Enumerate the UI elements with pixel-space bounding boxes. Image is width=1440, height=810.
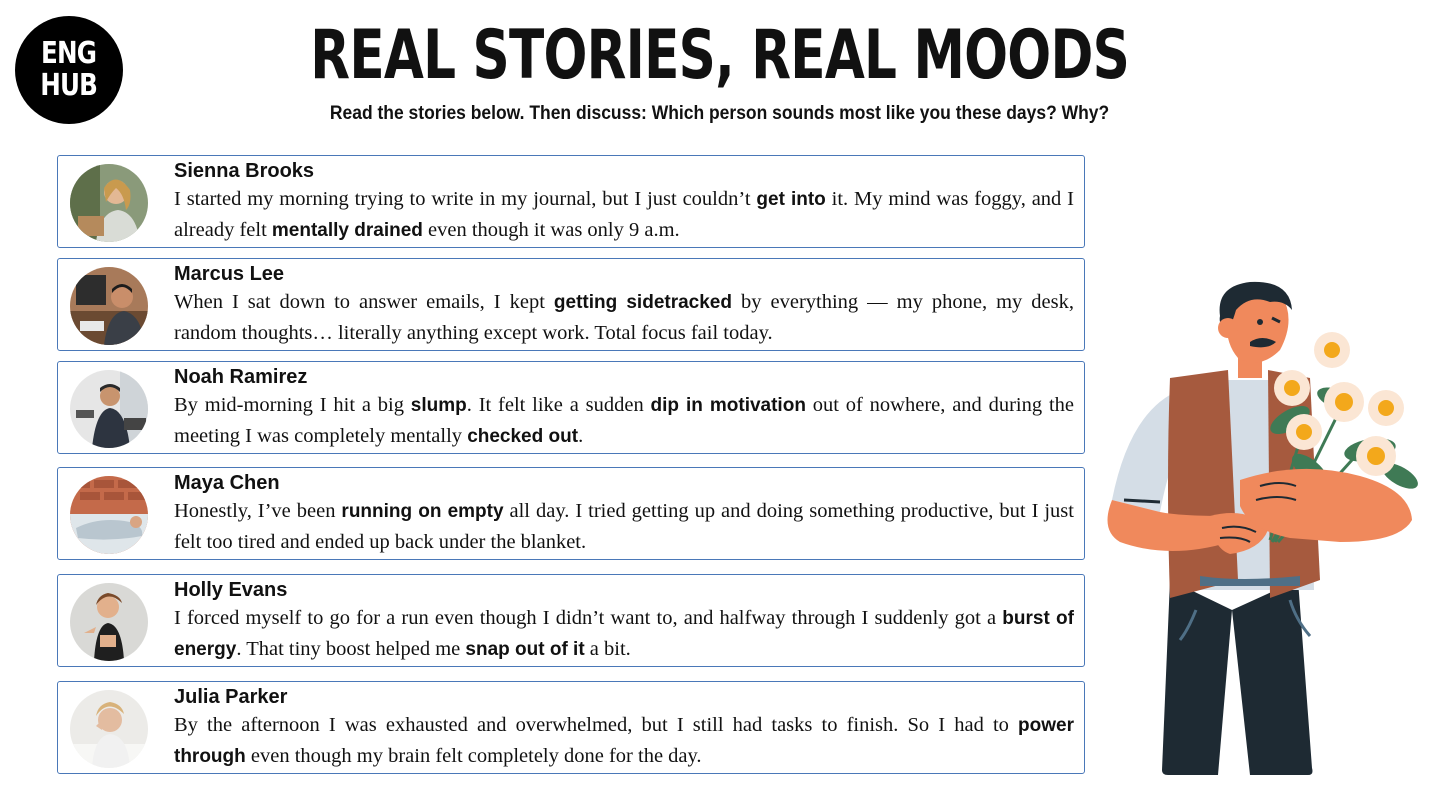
- page-title: REAL STORIES, REAL MOODS: [310, 16, 1130, 95]
- story-text-segment: I started my morning trying to write in my journal, but I just couldn’t: [174, 188, 757, 210]
- story-text-segment: When I sat down to answer emails, I kept: [174, 291, 554, 313]
- story-text: [174, 287, 1074, 349]
- story-name: Marcus Lee: [174, 263, 285, 285]
- story-name: Holly Evans: [174, 579, 288, 601]
- avatar: [70, 267, 148, 345]
- story-key-phrase: get into: [756, 189, 826, 210]
- story-text-segment: a bit.: [584, 638, 631, 660]
- story-text-segment: By the afternoon I was exhausted and overwhelmed, but I still had tasks to finish. So I had to: [174, 714, 1019, 736]
- story-text-segment: it. My mind was foggy, and I already felt: [174, 188, 1075, 241]
- page-subtitle: Read the stories below. Then discuss: Which person sounds most like you these days? Why?: [330, 103, 1110, 124]
- avatar: [70, 583, 148, 661]
- avatar: [70, 164, 148, 242]
- logo-line2: HUB: [40, 68, 98, 103]
- story-text-segment: even though my brain felt completely done for the day.: [245, 745, 702, 767]
- story-text: [174, 184, 1074, 246]
- story-name: Noah Ramirez: [174, 366, 308, 388]
- story-key-phrase: running on empty: [341, 501, 504, 522]
- story-key-phrase: power through: [174, 715, 1074, 767]
- story-text-segment: out of nowhere, and during the meeting I was completely mentally: [174, 394, 1074, 447]
- story-text-segment: . That tiny boost helped me: [236, 638, 466, 660]
- story-key-phrase: mentally drained: [271, 220, 423, 241]
- story-key-phrase: getting sidetracked: [553, 292, 732, 313]
- story-text: [174, 496, 1074, 558]
- story-name: Julia Parker: [174, 686, 288, 708]
- story-key-phrase: slump: [410, 395, 467, 416]
- story-key-phrase: checked out: [467, 426, 579, 447]
- story-text-segment: I forced myself to go for a run even though I didn’t want to, and halfway through I suddenly got a: [174, 607, 1003, 629]
- story-text-segment: even though it was only 9 a.m.: [422, 219, 680, 241]
- story-name: Maya Chen: [174, 472, 280, 494]
- story-text-segment: by everything — my phone, my desk, random thoughts… literally anything except work. Total focus fail today.: [174, 291, 1074, 344]
- story-text-segment: all day. I tried getting up and doing something productive, but I just felt too tired and ended up back under the blanket.: [174, 500, 1074, 553]
- story-text: [174, 390, 1074, 452]
- avatar: [70, 370, 148, 448]
- story-card: [57, 155, 1085, 248]
- story-card: [57, 681, 1085, 774]
- story-name: Sienna Brooks: [174, 160, 315, 182]
- story-card: [57, 467, 1085, 560]
- story-card: [57, 574, 1085, 667]
- logo-line1: ENG: [41, 36, 97, 71]
- story-text: [174, 710, 1074, 772]
- story-key-phrase: dip in motivation: [650, 395, 806, 416]
- story-text: [174, 603, 1074, 665]
- avatar: [70, 690, 148, 768]
- story-text-segment: . It felt like a sudden: [466, 394, 651, 416]
- story-text-segment: By mid-morning I hit a big: [174, 394, 411, 416]
- story-card: [57, 258, 1085, 351]
- story-text-segment: .: [578, 425, 584, 447]
- story-card: [57, 361, 1085, 454]
- story-key-phrase: burst of energy: [174, 608, 1074, 660]
- avatar: [70, 476, 148, 554]
- man-with-flowers-illustration: [1100, 280, 1420, 780]
- story-text-segment: Honestly, I’ve been: [174, 500, 342, 522]
- story-key-phrase: snap out of it: [465, 639, 585, 660]
